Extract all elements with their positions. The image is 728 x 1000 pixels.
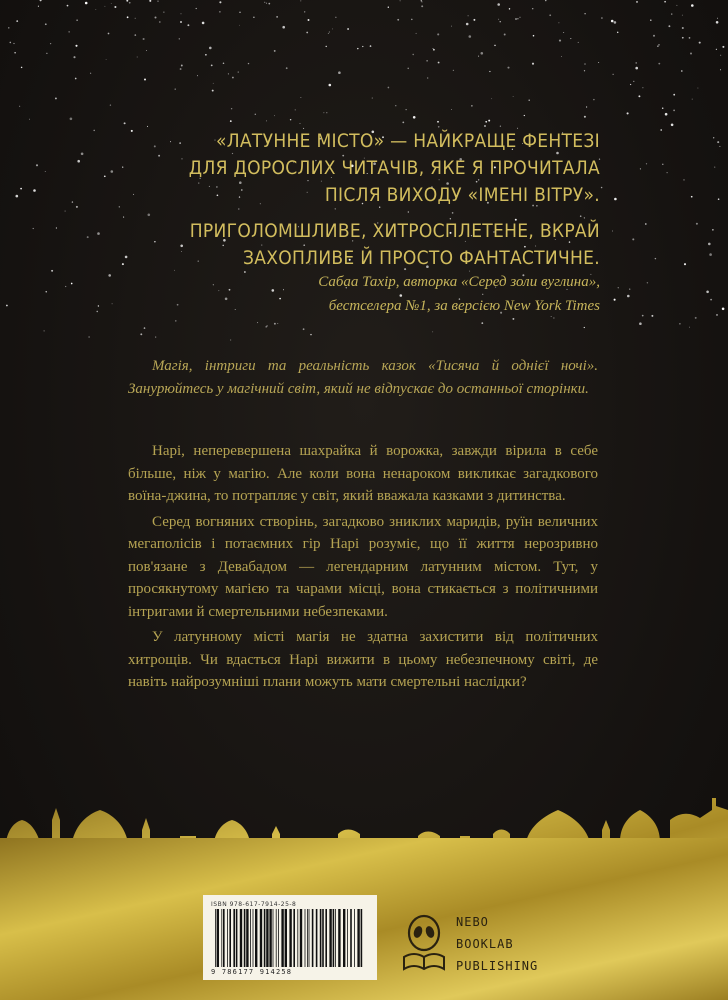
- description-paragraph: Серед вогняних створінь, загадково зниклих маридів, руїн величних мегаполісів і потаємних гір Нарі розуміє, що її життя нерозривно пов'язане з Девабадом — легендарним латунним містом. Тут, у просякнутому магією та чарами місці, вона стикається з політичними інтригами й смертельними небезпеками.: [128, 513, 598, 620]
- intro-paragraph: Магія, інтриги та реальність казок «Тисяча й однієї ночі». Занурюйтесь у магічний світ, який не відпускає до останньої сторінки.: [128, 358, 598, 397]
- isbn-label: ISBN 978-617-7914-25-8: [211, 901, 297, 908]
- barcode-icon: [211, 909, 369, 967]
- quote-line: ПРИГОЛОМШЛИВЕ, ХИТРОСПЛЕТЕНЕ, ВКРАЙ: [189, 220, 600, 242]
- attribution-line: Сабаа Тахір, авторка «Серед золи вуглина»,: [318, 274, 600, 290]
- publisher-logo: [400, 905, 550, 985]
- review-quote: [120, 128, 600, 272]
- barcode-panel: [203, 895, 377, 980]
- quote-line: ЗАХОПЛИВЕ Й ПРОСТО ФАНТАСТИЧНЕ.: [243, 247, 600, 269]
- quote-attribution: [170, 270, 600, 318]
- publisher-name: [456, 911, 538, 977]
- barcode-digits: 9 786177 914258: [211, 968, 293, 976]
- alien-head-book-icon: [400, 913, 448, 973]
- quote-line: «ЛАТУННЕ МІСТО» — НАЙКРАЩЕ ФЕНТЕЗІ: [215, 130, 600, 152]
- publisher-line: PUBLISHING: [456, 959, 539, 973]
- quote-line: ДЛЯ ДОРОСЛИХ ЧИТАЧІВ, ЯКЕ Я ПРОЧИТАЛА: [188, 157, 600, 179]
- publisher-line: NEBO: [456, 915, 489, 929]
- description: [128, 440, 598, 697]
- quote-line: ПІСЛЯ ВИХОДУ «ІМЕНІ ВІТРУ».: [324, 184, 600, 206]
- description-paragraph: Нарі, неперевершена шахрайка й ворожка, завжди вірила в себе більше, ніж у магію. Але коли вона ненароком викликає загадкового воїна-джина, то потрапляє у світ, який вважала казками з дитинства.: [128, 443, 598, 504]
- description-paragraph: У латунному місті магія не здатна захистити від політичних хитрощів. Чи вдасться Нарі вижити в цьому небезпечному світі, де навіть найрозумніші плани можуть мати смертельні наслідки?: [128, 629, 598, 690]
- publisher-line: BOOKLAB: [456, 937, 514, 951]
- attribution-line: бестселера №1, за версією New York Times: [328, 298, 600, 314]
